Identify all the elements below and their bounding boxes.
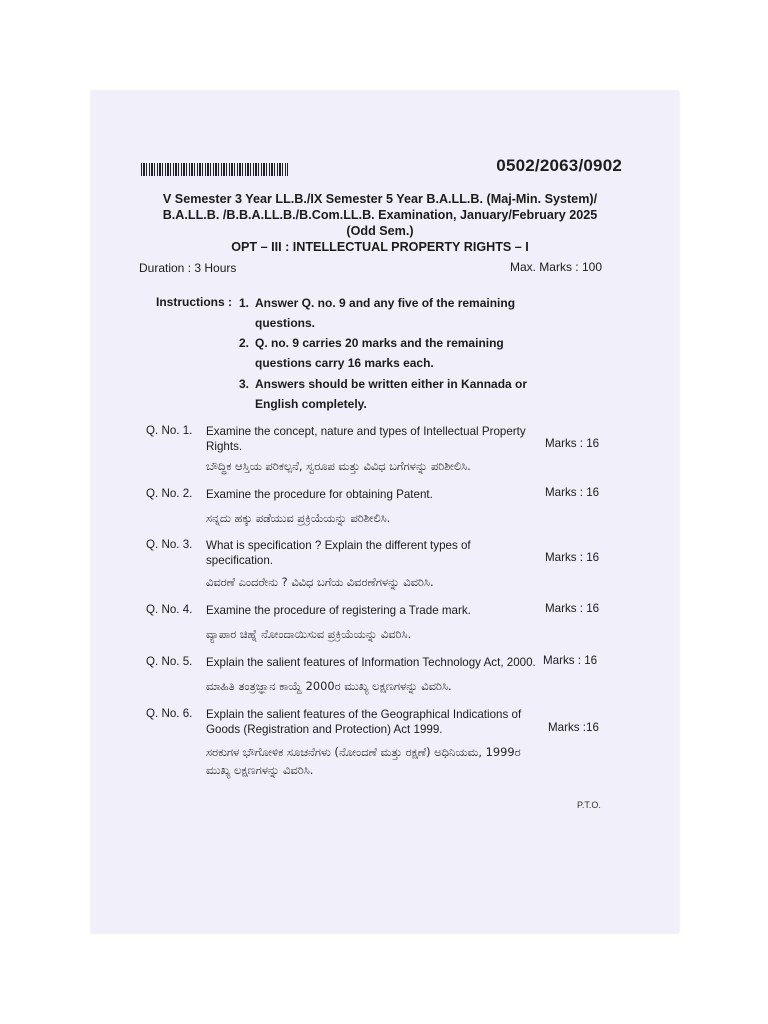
instruction-2 — [239, 333, 569, 373]
instruction-number: 3. — [239, 377, 250, 391]
question-3-text: What is specification ? Explain the different types of specification. — [206, 539, 471, 567]
question-4-number: Q. No. 4. — [146, 603, 193, 616]
pto-note: P.T.O. — [577, 800, 601, 810]
header-line-1: V Semester 3 Year LL.B./IX Semester 5 Year B.A.LL.B. (Maj-Min. System)/ — [162, 192, 598, 206]
instruction-number: 1. — [239, 296, 250, 310]
question-6-text: Explain the salient features of the Geographical Indications of Goods (Registration and Protection) Act 1999. — [206, 708, 522, 736]
instruction-text: Answers should be written either in Kannada or — [255, 377, 528, 391]
question-6-marks: Marks :16 — [548, 721, 599, 734]
question-3-kannada: ವಿವರಣೆ ಎಂದರೇನು ? ವಿವಿಧ ಬಗೆಯ ವಿವರಣೆಗಳನ್ನು ವಿವರಿಸಿ. — [206, 575, 434, 589]
paper-code: 0502/2063/0902 — [496, 156, 622, 175]
instructions-label: Instructions : — [156, 295, 233, 309]
question-5-kannada: ಮಾಹಿತಿ ತಂತ್ರಜ್ಞಾನ ಕಾಯ್ದೆ 2000ರ ಮುಖ್ಯ ಲಕ್ಷಣಗಳನ್ನು ವಿವರಿಸಿ. — [206, 679, 452, 693]
instruction-text: Answer Q. no. 9 and any five of the remaining — [255, 296, 516, 310]
question-2-number: Q. No. 2. — [146, 487, 193, 500]
question-5-marks: Marks : 16 — [543, 654, 598, 667]
question-1-kannada: ಬೌದ್ಧಿಕ ಆಸ್ತಿಯ ಪರಿಕಲ್ಪನೆ, ಸ್ವರೂಪ ಮತ್ತು ವಿವಿಧ ಬಗೆಗಳನ್ನು ಪರಿಶೀಲಿಸಿ. — [206, 459, 471, 473]
question-4-marks: Marks : 16 — [545, 602, 600, 615]
question-5-text: Explain the salient features of Information Technology Act, 2000. — [206, 656, 536, 669]
question-2-kannada: ಸನ್ನದು ಹಕ್ಕು ಪಡೆಯುವ ಪ್ರಕ್ರಿಯೆಯನ್ನು ಪರಿಶೀಲಿಸಿ. — [206, 511, 391, 525]
instruction-text-cont: questions. — [255, 316, 316, 330]
instruction-text-cont: questions carry 16 marks each. — [255, 356, 434, 370]
question-3-number: Q. No. 3. — [146, 538, 193, 551]
instruction-3 — [239, 374, 569, 414]
barcode — [141, 163, 288, 176]
instruction-text: Q. no. 9 carries 20 marks and the remaining — [255, 336, 504, 350]
question-6-number: Q. No. 6. — [146, 707, 193, 720]
question-3-marks: Marks : 16 — [545, 551, 600, 564]
question-4-kannada: ವ್ಯಾಪಾರ ಚಿಹ್ನೆ ನೋಂದಾಯಿಸುವ ಪ್ರಕ್ರಿಯೆಯನ್ನು ವಿವರಿಸಿ. — [206, 627, 412, 641]
question-5-number: Q. No. 5. — [146, 655, 193, 668]
header-line-2: B.A.LL.B. /B.B.A.LL.B./B.Com.LL.B. Examination, January/February 2025 — [162, 208, 598, 222]
question-1-text: Examine the concept, nature and types of Intellectual Property Rights. — [206, 425, 526, 453]
question-1-marks: Marks : 16 — [545, 437, 600, 450]
duration: Duration : 3 Hours — [139, 261, 237, 275]
question-2-marks: Marks : 16 — [545, 486, 600, 499]
subject-title: OPT – III : INTELLECTUAL PROPERTY RIGHTS – I — [231, 240, 529, 254]
max-marks: Max. Marks : 100 — [509, 260, 602, 274]
header-line-3: (Odd Sem.) — [346, 224, 414, 238]
instruction-number: 2. — [239, 336, 250, 350]
question-6-kannada: ಸರಕುಗಳ ಭೌಗೋಳಿಕ ಸೂಚನೆಗಳು (ನೋಂದಣೆ ಮತ್ತು ರಕ್ಷಣೆ) ಅಧಿನಿಯಮ, 1999ರ ಮುಖ್ಯ ಲಕ್ಷಣಗಳನ್ನು ವಿವರಿಸಿ. — [206, 745, 521, 777]
question-2-text: Examine the procedure for obtaining Patent. — [206, 488, 433, 501]
instruction-text-cont: English completely. — [255, 397, 367, 411]
instruction-1 — [239, 293, 569, 333]
question-1-number: Q. No. 1. — [146, 424, 193, 437]
question-4-text: Examine the procedure of registering a Trade mark. — [206, 604, 471, 617]
